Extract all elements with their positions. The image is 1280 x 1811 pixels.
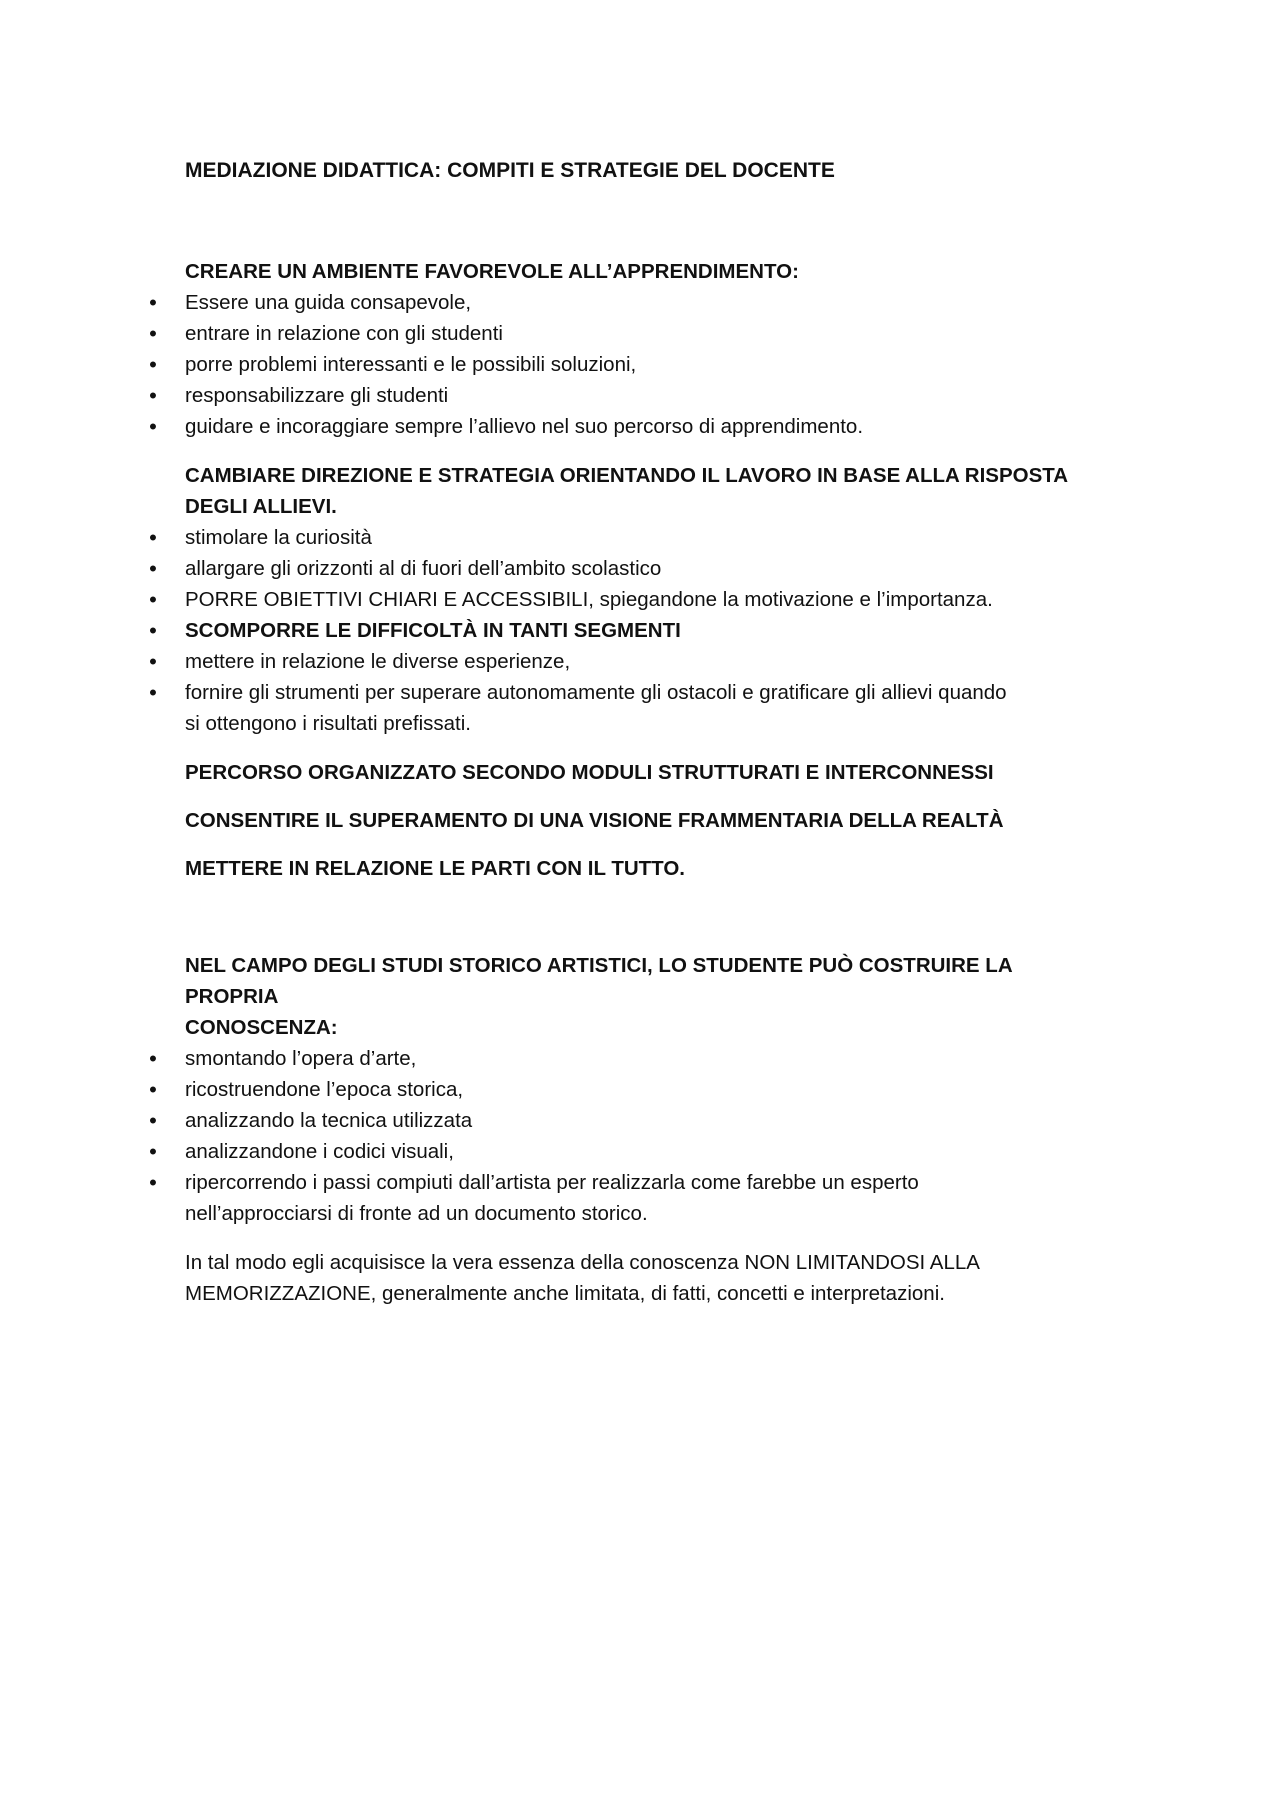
section-heading-studi-storico: NEL CAMPO DEGLI STUDI STORICO ARTISTICI, LO STUDENTE PUÒ COSTRUIRE LA PROPRIA CONOSCENZA: [185, 954, 1012, 1039]
bullet-icon: • [149, 525, 157, 550]
section-heading-direzione: CAMBIARE DIREZIONE E STRATEGIA ORIENTANDO IL LAVORO IN BASE ALLA RISPOSTA DEGLI ALLIEVI. [185, 464, 1069, 518]
bullet-icon: • [149, 1046, 157, 1071]
list-item: • entrare in relazione con gli studenti [185, 318, 1085, 349]
bullet-icon: • [149, 1139, 157, 1164]
bullet-icon: • [149, 649, 157, 674]
list-item: • porre problemi interessanti e le possibili soluzioni, [185, 349, 1085, 380]
list-item: • stimolare la curiosità [185, 522, 1085, 553]
list-studi-storico [149, 1043, 1085, 1229]
bullet-icon: • [149, 1077, 157, 1102]
bullet-icon: • [149, 352, 157, 377]
bullet-icon: • [149, 680, 157, 705]
statement-relazione: METTERE IN RELAZIONE LE PARTI CON IL TUTTO. [185, 857, 685, 880]
section-heading-ambiente: CREARE UN AMBIENTE FAVOREVOLE ALL’APPRENDIMENTO: [185, 260, 799, 283]
document-title: MEDIAZIONE DIDATTICA: COMPITI E STRATEGIE DEL DOCENTE [185, 159, 835, 182]
bullet-icon: • [149, 383, 157, 408]
document-body [149, 155, 1085, 1309]
list-item: • analizzandone i codici visuali, [185, 1136, 1085, 1167]
bullet-icon: • [149, 556, 157, 581]
list-item: • PORRE OBIETTIVI CHIARI E ACCESSIBILI, spiegandone la motivazione e l’importanza. [185, 584, 1085, 615]
list-item: • responsabilizzare gli studenti [185, 380, 1085, 411]
statement-superamento: CONSENTIRE IL SUPERAMENTO DI UNA VISIONE FRAMMENTARIA DELLA REALTÀ [185, 809, 1004, 832]
bullet-icon: • [149, 1170, 157, 1195]
list-item: • Essere una guida consapevole, [185, 287, 1085, 318]
bullet-icon: • [149, 321, 157, 346]
bullet-icon: • [149, 1108, 157, 1133]
bullet-icon: • [149, 618, 157, 643]
bullet-icon: • [149, 587, 157, 612]
list-item: • SCOMPORRE LE DIFFICOLTÀ IN TANTI SEGMENTI [185, 615, 1085, 646]
list-item: • ricostruendone l’epoca storica, [185, 1074, 1085, 1105]
conclusion-paragraph: In tal modo egli acquisisce la vera essenza della conoscenza NON LIMITANDOSI ALLA MEMORIZZAZIONE, generalmente anche limitata, di fatti, concetti e interpretazioni. [185, 1251, 980, 1305]
bullet-icon: • [149, 414, 157, 439]
list-item: • mettere in relazione le diverse esperienze, [185, 646, 1085, 677]
list-item: • fornire gli strumenti per superare autonomamente gli ostacoli e gratificare gli allievi quando si ottengono i risultati prefissati. [185, 677, 1085, 739]
list-item: • smontando l’opera d’arte, [185, 1043, 1085, 1074]
statement-percorso: PERCORSO ORGANIZZATO SECONDO MODULI STRUTTURATI E INTERCONNESSI [185, 761, 994, 784]
list-direzione [149, 522, 1085, 739]
list-item: • analizzando la tecnica utilizzata [185, 1105, 1085, 1136]
list-item: • guidare e incoraggiare sempre l’allievo nel suo percorso di apprendimento. [185, 411, 1085, 442]
bullet-icon: • [149, 290, 157, 315]
list-item: • allargare gli orizzonti al di fuori dell’ambito scolastico [185, 553, 1085, 584]
list-ambiente [149, 287, 1085, 442]
list-item: • ripercorrendo i passi compiuti dall’artista per realizzarla come farebbe un esperto nell’approcciarsi di fronte ad un documento storico. [185, 1167, 1085, 1229]
